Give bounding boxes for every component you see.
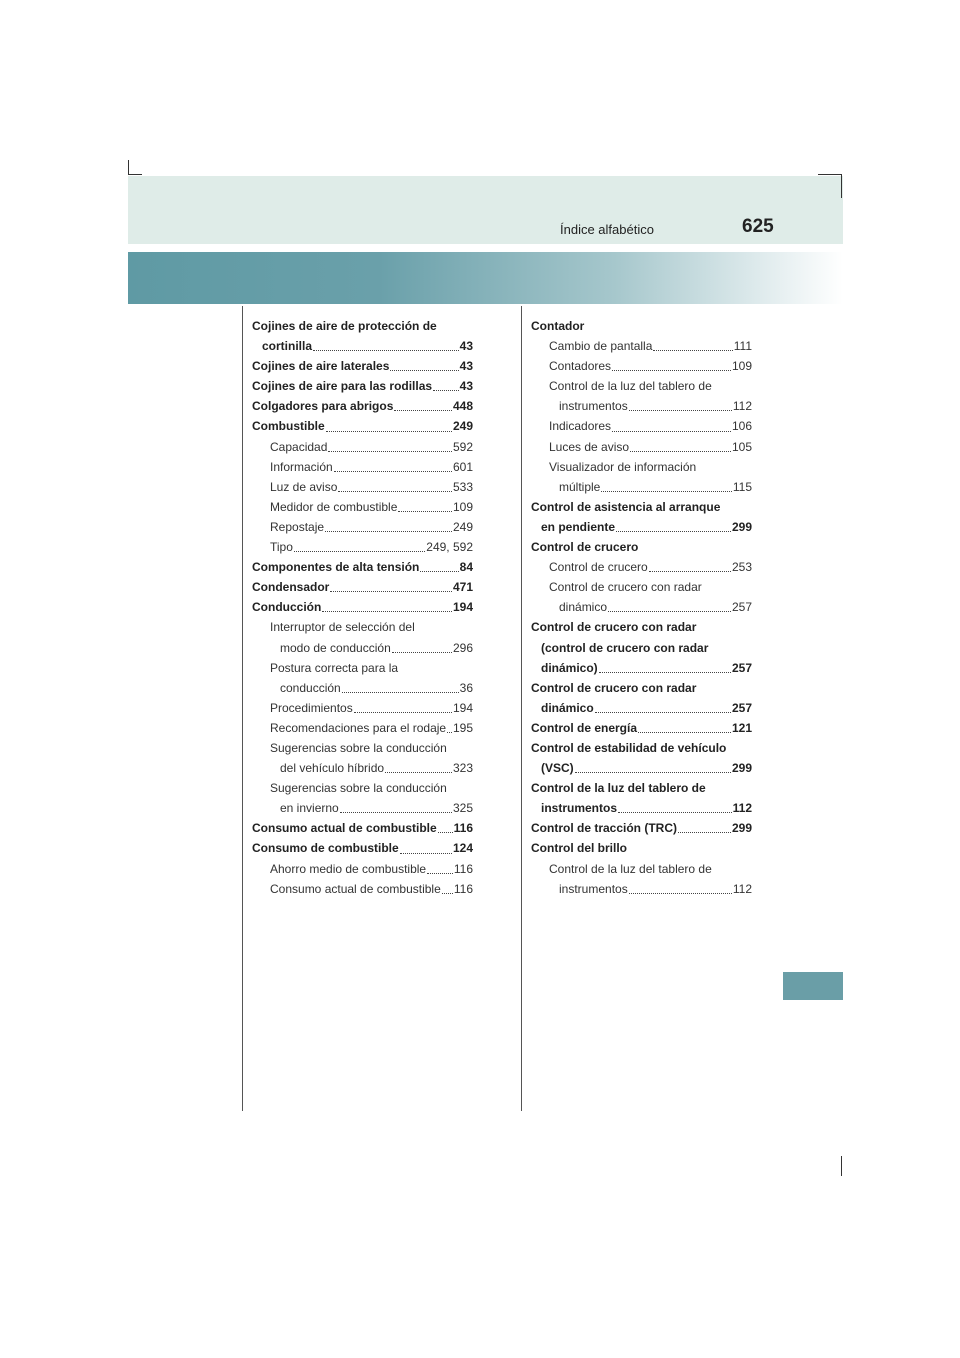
dot-leader [340,812,452,813]
page-reference[interactable]: 249, 592 [426,540,473,555]
crop-mark [841,174,842,198]
index-entry [531,416,752,436]
index-entry [531,778,752,818]
index-term: instrumentos [559,399,628,414]
index-term: Combustible [252,419,325,434]
index-entry [252,517,473,537]
dot-leader [442,893,453,894]
header-band [128,176,843,244]
page-reference[interactable]: 36 [459,680,473,695]
dot-leader [601,491,732,492]
page-reference[interactable]: 533 [452,479,473,494]
index-term: Control de tracción (TRC) [531,821,677,836]
index-entry [531,738,752,778]
section-tab [783,972,843,1000]
index-entry-line: Interruptor de selección del [270,620,415,635]
dot-leader [394,410,452,411]
index-entry [252,718,473,738]
index-term: Conducción [252,600,322,615]
index-term: del vehículo híbrido [280,761,385,776]
page-reference[interactable]: 112 [732,801,752,816]
index-entry [531,336,752,356]
index-entry-line: Sugerencias sobre la conducción [270,781,447,796]
page-reference[interactable]: 43 [459,359,473,374]
index-term: Consumo actual de combustible [252,821,437,836]
index-entry [531,818,752,838]
index-term: dinámico [559,600,608,615]
page-reference[interactable]: 111 [733,339,752,354]
index-entry [531,376,752,416]
index-entry [252,879,473,899]
index-term: Procedimientos [270,700,353,715]
index-term: conducción [280,680,341,695]
index-entry-line: Control de crucero con radar [531,620,697,635]
index-entry [252,316,473,356]
index-entry [252,859,473,879]
dot-leader [354,712,452,713]
page-reference[interactable]: 43 [459,339,473,354]
index-entry [252,778,473,818]
index-entry [531,859,752,899]
index-entry-line: Visualizador de información [549,459,697,474]
index-entry-line: Control de la luz del tablero de [549,379,712,394]
dot-leader [630,451,731,452]
index-term: Ahorro medio de combustible [270,861,427,876]
index-entry-line: Control de la luz del tablero de [549,861,712,876]
dot-leader [618,812,732,813]
dot-leader [653,350,732,351]
index-entry [531,557,752,577]
index-entry [252,537,473,557]
crop-mark [841,1156,842,1176]
index-term: Cojines de aire para las rodillas [252,379,433,394]
index-entry-line: Control de crucero con radar [531,680,697,695]
page-reference[interactable]: 112 [732,881,752,896]
page-reference[interactable]: 112 [732,399,752,414]
index-term: Cambio de pantalla [549,339,653,354]
dot-leader [392,652,452,653]
index-entry-line: Sugerencias sobre la conducción [270,740,447,755]
dot-leader [629,410,732,411]
index-term: Luz de aviso [270,479,338,494]
index-term: Cojines de aire laterales [252,359,390,374]
page-reference[interactable]: 194 [452,600,473,615]
index-column-left [252,316,473,899]
index-entry [531,457,752,497]
section-title: Índice alfabético [560,222,654,237]
index-entry [531,617,752,677]
index-term: Capacidad [270,439,328,454]
page-reference[interactable]: 109 [452,499,473,514]
page-reference[interactable]: 257 [731,660,752,675]
dot-leader [385,772,452,773]
page-reference[interactable]: 121 [731,720,752,735]
page-number: 625 [742,216,774,237]
index-entry [252,416,473,436]
dot-leader [334,471,452,472]
page-reference[interactable]: 299 [731,761,752,776]
index-entry [252,457,473,477]
index-term: Control de crucero [549,560,648,575]
dot-leader [326,431,452,432]
index-term: Recomendaciones para el rodaje [270,720,447,735]
index-term: dinámico [541,700,594,715]
dot-leader [612,431,731,432]
dot-leader [616,531,731,532]
index-term: Información [270,459,333,474]
index-term: Control de energía [531,720,638,735]
index-entry [531,497,752,537]
index-term: Luces de aviso [549,439,630,454]
index-entry [531,577,752,617]
index-term: Contadores [549,359,612,374]
index-term: Contador [531,319,585,333]
page-reference[interactable]: 109 [731,359,752,374]
index-term: Control del brillo [531,841,627,856]
page-reference[interactable]: 105 [731,439,752,454]
dot-leader [420,571,458,572]
page-reference[interactable]: 249 [452,519,473,534]
dot-leader [595,712,731,713]
dot-leader [342,692,459,693]
index-term: Repostaje [270,519,325,534]
page-reference[interactable]: 299 [731,519,752,534]
column-rule-left [242,306,243,1111]
dot-leader [638,732,731,733]
index-term: Consumo de combustible [252,841,399,856]
index-term: cortinilla [262,339,313,354]
dot-leader [608,611,731,612]
index-entry [252,557,473,577]
index-term: Componentes de alta tensión [252,560,420,575]
index-entry [252,437,473,457]
index-entry-line: Control de la luz del tablero de [531,781,706,796]
dot-leader [313,350,459,351]
dot-leader [599,672,731,673]
crop-mark [818,174,842,175]
page-reference[interactable]: 43 [459,379,473,394]
index-term: Tipo [270,540,293,555]
index-entry [531,316,752,336]
page-reference[interactable]: 195 [452,720,473,735]
index-term: Control de crucero [531,540,639,555]
index-entry-line: Cojines de aire de protección de [252,319,437,333]
page-reference[interactable]: 116 [453,821,473,836]
dot-leader [398,511,452,512]
index-entry [531,437,752,457]
dot-leader [433,390,459,391]
page-reference[interactable]: 257 [731,600,752,615]
page-reference[interactable]: 116 [453,861,473,876]
index-entry-line: Control de asistencia al arranque [531,499,721,514]
index-term: Condensador [252,580,330,595]
dot-leader [678,832,731,833]
page-reference[interactable]: 592 [452,439,473,454]
page-reference[interactable]: 296 [452,640,473,655]
dot-leader [649,571,731,572]
page-reference[interactable]: 115 [732,479,752,494]
page-reference[interactable]: 84 [459,560,473,575]
index-entry [252,658,473,698]
column-rule-middle [521,306,522,1111]
page-reference[interactable]: 471 [452,580,473,595]
page-reference[interactable]: 194 [452,700,473,715]
dot-leader [629,893,732,894]
dot-leader [390,370,458,371]
index-entry-line: Postura correcta para la [270,660,399,675]
index-term: en pendiente [541,519,616,534]
index-entry [252,597,473,617]
decorative-banner [128,252,843,304]
page-reference[interactable]: 323 [452,761,473,776]
index-term: Indicadores [549,419,612,434]
index-entry [531,356,752,376]
index-term: múltiple [559,479,601,494]
index-term: (VSC) [541,761,574,776]
index-term: instrumentos [559,881,628,896]
index-entry [252,698,473,718]
page-reference[interactable]: 106 [731,419,752,434]
index-term: Medidor de combustible [270,499,398,514]
index-term: en invierno [280,801,339,816]
index-entry [252,497,473,517]
index-entry [252,577,473,597]
page-reference[interactable]: 325 [452,801,473,816]
index-term: Colgadores para abrigos [252,399,394,414]
index-entry [252,838,473,858]
index-term: modo de conducción [280,640,391,655]
index-entry-line: Control de estabilidad de vehículo [531,740,727,755]
index-entry [252,738,473,778]
dot-leader [294,551,425,552]
dot-leader [325,531,452,532]
index-term: Consumo actual de combustible [270,881,441,896]
index-entry [252,617,473,657]
index-entry [531,678,752,718]
page-reference[interactable]: 249 [452,419,473,434]
index-entry [252,396,473,416]
dot-leader [338,491,452,492]
index-term: dinámico) [541,660,598,675]
page-reference[interactable]: 299 [731,821,752,836]
dot-leader [427,873,453,874]
dot-leader [400,853,452,854]
index-column-right [531,316,752,899]
dot-leader [438,832,453,833]
index-term: instrumentos [541,801,618,816]
index-entry [252,818,473,838]
index-entry-line: Control de crucero con radar [549,580,702,595]
index-entry [252,376,473,396]
page-reference[interactable]: 116 [453,881,473,896]
dot-leader [575,772,731,773]
dot-leader [328,451,452,452]
index-entry [531,537,752,557]
dot-leader [612,370,731,371]
dot-leader [330,591,452,592]
crop-mark [128,174,142,175]
index-entry [531,838,752,858]
index-entry [252,356,473,376]
index-entry-line: (control de crucero con radar [541,640,709,655]
dot-leader [322,611,452,612]
dot-leader [447,732,452,733]
crop-mark [128,160,129,174]
page-reference[interactable]: 601 [452,459,473,474]
page-reference[interactable]: 253 [731,560,752,575]
page-reference[interactable]: 257 [731,700,752,715]
index-entry [252,477,473,497]
page-reference[interactable]: 124 [452,841,473,856]
index-entry [531,718,752,738]
page-reference[interactable]: 448 [452,399,473,414]
